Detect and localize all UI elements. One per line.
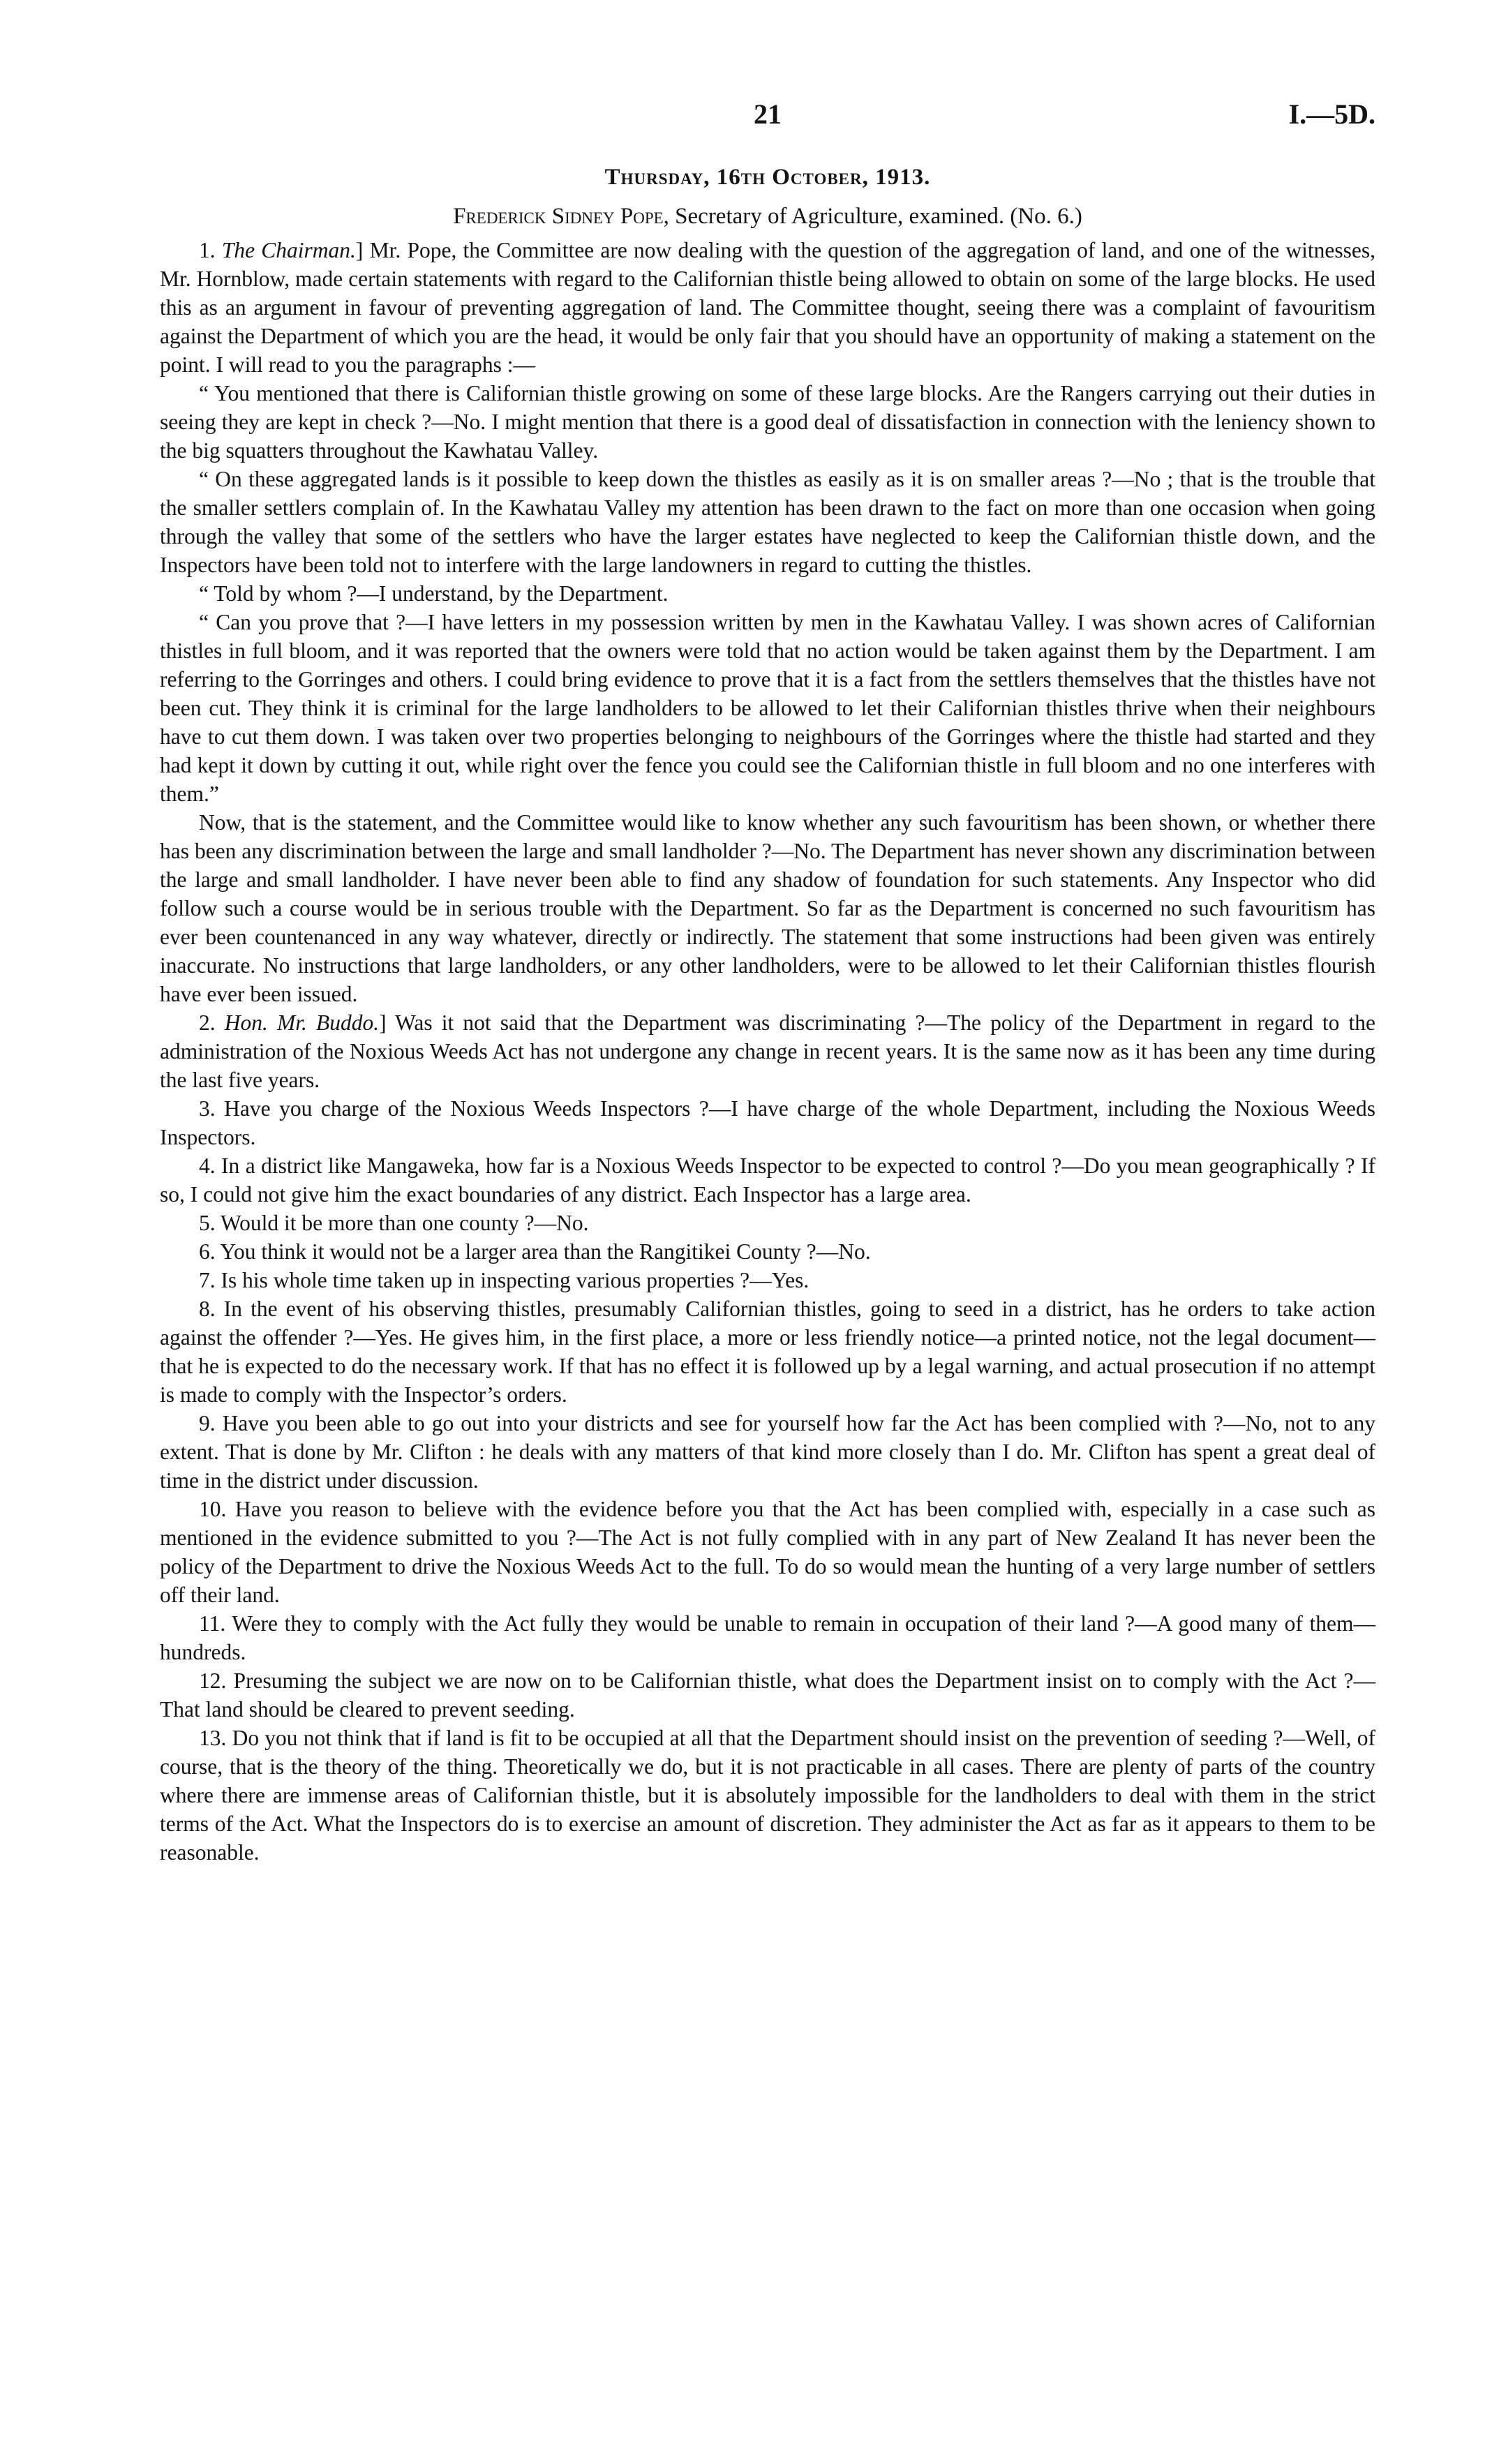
paragraph-text: In the event of his observing thistles, presumably Californian thistles, going to seed in a district, has he orders to take action against the offender ?—Yes. He gives him, in the first place, a more or less friendly notice—a printed notice, not the legal document—that he is expected to do the necessary work. If that has no effect it is followed up by a legal warning, and actual prosecution if no attempt is made to comply with the Inspector’s orders. <box>160 1297 1375 1407</box>
paragraph-number: 4. <box>199 1153 222 1178</box>
paragraph-number: 7. <box>199 1268 221 1292</box>
paragraph-text: Presuming the subject we are now on to be Californian thistle, what does the Department insist on to comply with the Act ?—That land should be cleared to prevent seeding. <box>160 1668 1376 1722</box>
date-heading: Thursday, 16th October, 1913. <box>604 165 931 190</box>
speaker: Hon. Mr. Buddo. <box>224 1010 380 1035</box>
paragraph <box>160 579 1375 608</box>
paper-reference: I.—5D. <box>1288 98 1375 130</box>
paragraph-text: Is his whole time taken up in inspecting various properties ?—Yes. <box>221 1268 810 1292</box>
speaker: The Chairman. <box>221 238 356 262</box>
paragraph <box>160 465 1375 579</box>
paragraph <box>160 1237 1375 1266</box>
testimony-body <box>160 236 1375 1867</box>
paragraph <box>160 1724 1375 1867</box>
paragraph-text: “ You mentioned that there is Californian thistle growing on some of these large blocks. Are the Rangers carrying out their duties in seeing they are kept in check ?—No. I might mention that there is a good deal of dissatisfaction in connection with the leniency shown to the big squatters throughout the Kawhatau Valley. <box>160 381 1375 463</box>
paragraph <box>160 1409 1375 1495</box>
page-header <box>160 98 1375 140</box>
paragraph-number: 8. <box>199 1297 224 1321</box>
paragraph <box>160 1294 1375 1409</box>
witness-name: Frederick Sidney Pope <box>453 204 664 229</box>
paragraph-number: 10. <box>199 1497 235 1521</box>
paragraph-number: 11. <box>199 1611 232 1636</box>
paragraph <box>160 1008 1375 1094</box>
paragraph <box>160 1151 1375 1209</box>
paragraph-text: “ On these aggregated lands is it possible to keep down the thistles as easily as it is on smaller areas ?—No ; that is the trouble that the smaller settlers complain of. In the Kawhatau Valley my attention has been drawn to the fact on more than one occasion when going through the valley that some of the settlers who have the larger estates have neglected to keep the Californian thistle down, and the Inspectors have been told not to interfere with the large landowners in regard to cutting the thistles. <box>160 467 1375 577</box>
paragraph-number: 1. <box>199 238 222 262</box>
paragraph-text: Have you charge of the Noxious Weeds Inspectors ?—I have charge of the whole Department, including the Noxious Weeds Inspectors. <box>160 1096 1376 1149</box>
paragraph <box>160 1609 1375 1666</box>
paragraph <box>160 379 1375 465</box>
paragraph <box>160 236 1375 379</box>
paragraph-text: ] Was it not said that the Department was discriminating ?—The policy of the Department in regard to the administration of the Noxious Weeds Act has not undergone any change in recent years. It is the same now as it has been any time during the last five years. <box>160 1010 1375 1092</box>
paragraph-text: Would it be more than one county ?—No. <box>220 1211 589 1235</box>
paragraph-number: 6. <box>199 1239 221 1264</box>
page-number: 21 <box>754 98 782 130</box>
paragraph <box>160 1266 1375 1294</box>
paragraph <box>160 808 1375 1008</box>
paragraph-text: You think it would not be a larger area than the Rangitikei County ?—No. <box>220 1239 871 1264</box>
paragraph-number: 12. <box>199 1668 234 1693</box>
paragraph-text: Do you not think that if land is fit to be occupied at all that the Department should insist on the prevention of seeding ?—Well, of course, that is the theory of the thing. Theoretically we do, but it is not practicable in all cases. There are plenty of parts of the country where there are immense areas of Californian thistle, but it is absolutely impossible for the landholders to deal with them in the strict terms of the Act. What the Inspectors do is to exercise an amount of discretion. They administer the Act as far as it appears to them to be reasonable. <box>160 1726 1375 1865</box>
paragraph-number: 13. <box>199 1726 232 1750</box>
paragraph-text: “ Can you prove that ?—I have letters in my possession written by men in the Kawhatau Valley. I was shown acres of Californian thistles in full bloom, and it was reported that the owners were told that no action would be taken against them by the Department. I am referring to the Gorringes and others. I could bring evidence to prove that it is a fact from the settlers themselves that the thistles have not been cut. They think it is criminal for the large landholders to be allowed to let their Californian thistles thrive when their neighbours have to cut them down. I was taken over two properties belonging to neighbours of the Gorringes where the thistle had started and they had kept it down by cutting it out, while right over the fence you could see the Californian thistle in full bloom and no one interferes with them.” <box>160 610 1375 806</box>
paragraph-text: ] Mr. Pope, the Committee are now dealing with the question of the aggregation of land, and one of the witnesses, Mr. Hornblow, made certain statements with regard to the Californian thistle being allowed to obtain on some of the large blocks. He used this as an argument in favour of preventing aggregation of land. The Committee thought, seeing there was a complaint of favouritism against the Department of which you are the head, it would be only fair that you should have an opportunity of making a statement on the point. I will read to you the paragraphs :— <box>160 238 1375 377</box>
paragraph <box>160 1209 1375 1237</box>
paragraph-number: 3. <box>199 1096 225 1121</box>
paragraph-text: Were they to comply with the Act fully they would be unable to remain in occupation of their land ?—A good many of them—hundreds. <box>160 1611 1375 1664</box>
paragraph-text: “ Told by whom ?—I understand, by the Department. <box>199 581 669 606</box>
paragraph-number: 9. <box>199 1411 223 1435</box>
paragraph-number: 2. <box>199 1010 225 1035</box>
paragraph <box>160 608 1375 808</box>
paragraph-text: Now, that is the statement, and the Committee would like to know whether any such favouritism has been shown, or whether there has been any discrimination between the large and small landholder ?—No. The Department has never shown any discrimination between the large and small landholder. I have never been able to find any shadow of foundation for such statements. Any Inspector who did follow such a course would be in serious trouble with the Department. So far as the Department is concerned no such favouritism has ever been countenanced in any way whatever, directly or indirectly. The statement that some instructions had been given was entirely inaccurate. No instructions that large landholders, or any other landholders, were to be allowed to let their Californian thistles flourish have ever been issued. <box>160 810 1375 1006</box>
paragraph-text: Have you reason to believe with the evidence before you that the Act has been complied with, especially in a case such as mentioned in the evidence submitted to you ?—The Act is not fully complied with in any part of New Zealand It has never been the policy of the Department to drive the Noxious Weeds Act to the full. To do so would mean the hunting of a very large number of settlers off their land. <box>160 1497 1376 1607</box>
paragraph <box>160 1666 1375 1724</box>
witness-heading <box>160 204 1375 230</box>
paragraph <box>160 1495 1375 1609</box>
paragraph-text: Have you been able to go out into your districts and see for yourself how far the Act has been complied with ?—No, not to any extent. That is done by Mr. Clifton : he deals with any matters of that kind more closely than I do. Mr. Clifton has spent a great deal of time in the district under discussion. <box>160 1411 1376 1493</box>
paragraph-number: 5. <box>199 1211 221 1235</box>
witness-description: , Secretary of Agriculture, examined. (No. 6.) <box>663 204 1082 229</box>
paragraph-text: In a district like Mangaweka, how far is a Noxious Weeds Inspector to be expected to control ?—Do you mean geographically ? If so, I could not give him the exact boundaries of any district. Each Inspector has a large area. <box>160 1153 1376 1207</box>
paragraph <box>160 1094 1375 1151</box>
